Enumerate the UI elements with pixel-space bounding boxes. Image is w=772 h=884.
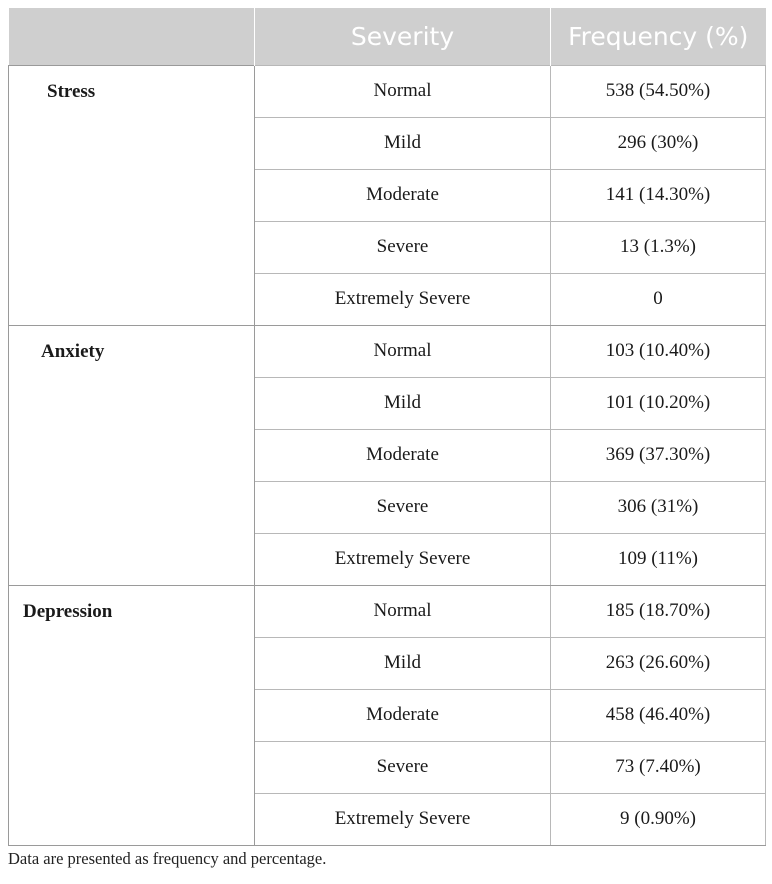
frequency-cell: 185 (18.70%) xyxy=(551,585,766,637)
severity-cell: Normal xyxy=(255,585,551,637)
group-label-depression: Depression xyxy=(9,585,255,845)
frequency-cell: 13 (1.3%) xyxy=(551,221,766,273)
frequency-cell: 103 (10.40%) xyxy=(551,325,766,377)
table-row xyxy=(9,325,766,377)
frequency-cell: 369 (37.30%) xyxy=(551,429,766,481)
header-category xyxy=(9,8,255,65)
frequency-cell: 296 (30%) xyxy=(551,117,766,169)
header-frequency: Frequency (%) xyxy=(551,8,766,65)
frequency-cell: 109 (11%) xyxy=(551,533,766,585)
frequency-cell: 73 (7.40%) xyxy=(551,741,766,793)
group-label-anxiety: Anxiety xyxy=(9,325,255,585)
header-severity: Severity xyxy=(255,8,551,65)
severity-cell: Extremely Severe xyxy=(255,793,551,845)
header-row xyxy=(9,8,766,65)
frequency-cell: 306 (31%) xyxy=(551,481,766,533)
table-header xyxy=(9,8,766,65)
severity-cell: Moderate xyxy=(255,429,551,481)
severity-cell: Normal xyxy=(255,65,551,117)
frequency-cell: 141 (14.30%) xyxy=(551,169,766,221)
severity-cell: Mild xyxy=(255,117,551,169)
severity-cell: Mild xyxy=(255,377,551,429)
frequency-cell: 9 (0.90%) xyxy=(551,793,766,845)
table-footnote: Data are presented as frequency and percentage. xyxy=(8,849,327,868)
frequency-cell: 101 (10.20%) xyxy=(551,377,766,429)
frequency-cell: 0 xyxy=(551,273,766,325)
group-label-stress: Stress xyxy=(9,65,255,325)
table-body xyxy=(9,65,766,845)
severity-cell: Moderate xyxy=(255,689,551,741)
severity-cell: Mild xyxy=(255,637,551,689)
severity-cell: Extremely Severe xyxy=(255,533,551,585)
frequency-cell: 263 (26.60%) xyxy=(551,637,766,689)
severity-cell: Normal xyxy=(255,325,551,377)
severity-frequency-table xyxy=(8,8,766,846)
table-row xyxy=(9,585,766,637)
severity-cell: Severe xyxy=(255,221,551,273)
severity-cell: Extremely Severe xyxy=(255,273,551,325)
severity-cell: Severe xyxy=(255,481,551,533)
severity-cell: Severe xyxy=(255,741,551,793)
severity-cell: Moderate xyxy=(255,169,551,221)
frequency-cell: 458 (46.40%) xyxy=(551,689,766,741)
table-row xyxy=(9,65,766,117)
frequency-cell: 538 (54.50%) xyxy=(551,65,766,117)
